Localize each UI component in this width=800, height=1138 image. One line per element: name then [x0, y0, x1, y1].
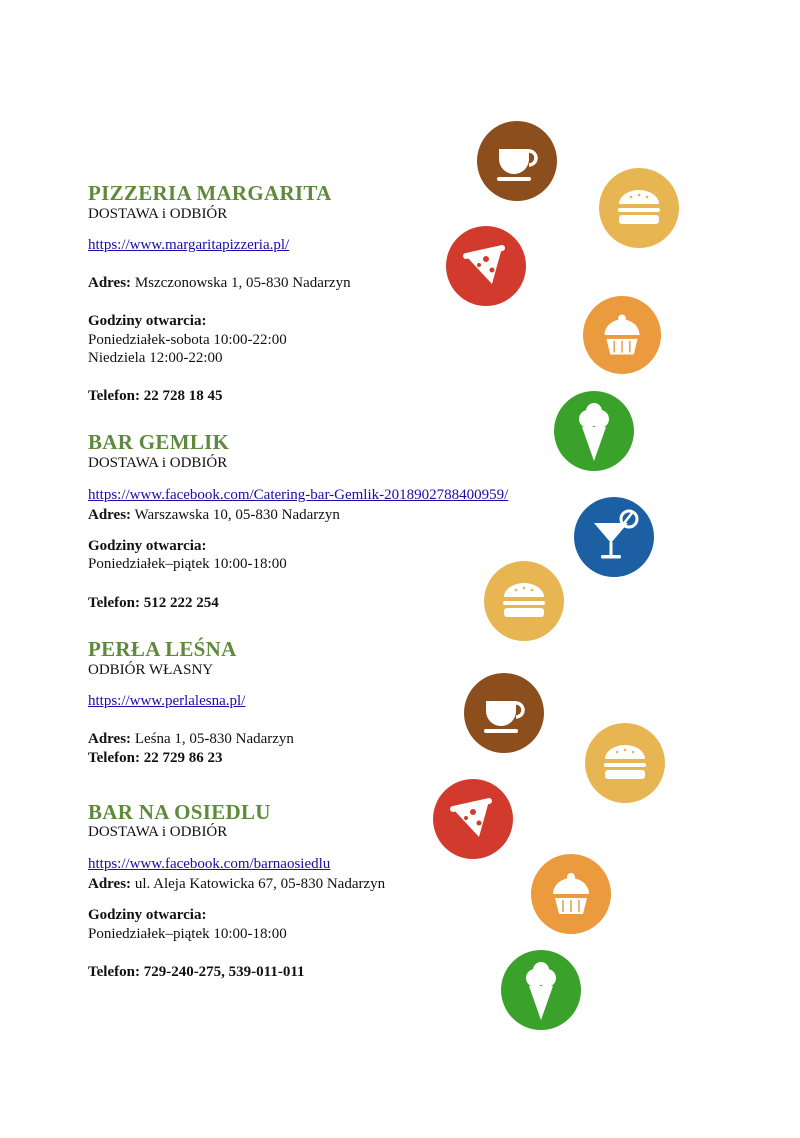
restaurant-4-phone: Telefon: 729-240-275, 539-011-011 — [88, 964, 305, 980]
restaurant-1-address — [88, 275, 351, 292]
burger-icon — [585, 723, 665, 803]
address-label: Adres: — [88, 731, 132, 747]
restaurant-4-service: DOSTAWA i ODBIÓR — [88, 824, 228, 840]
restaurant-2-name: BAR GEMLIK — [88, 430, 230, 454]
restaurant-1-hours-1: Poniedziałek-sobota 10:00-22:00 — [88, 332, 287, 348]
restaurant-1-service: DOSTAWA i ODBIÓR — [88, 206, 228, 222]
restaurant-2-phone: Telefon: 512 222 254 — [88, 595, 219, 611]
restaurant-1-phone: Telefon: 22 728 18 45 — [88, 388, 223, 404]
pizza-slice-icon — [446, 226, 526, 306]
restaurant-4-hours-1: Poniedziałek–piątek 10:00-18:00 — [88, 926, 287, 942]
restaurant-4-link[interactable]: https://www.facebook.com/barnaosiedlu — [88, 856, 331, 872]
cupcake-icon — [531, 854, 611, 934]
restaurant-1-hours-2: Niedziela 12:00-22:00 — [88, 350, 223, 366]
address-value: Leśna 1, 05-830 Nadarzyn — [134, 731, 294, 747]
restaurant-3-name: PERŁA LEŚNA — [88, 637, 237, 661]
restaurant-3-link[interactable]: https://www.perlalesna.pl/ — [88, 693, 246, 709]
restaurant-2-link[interactable]: https://www.facebook.com/Catering-bar-Gemlik-2018902788400959/ — [88, 487, 509, 503]
address-label: Adres: — [88, 507, 132, 523]
restaurant-4-name: BAR NA OSIEDLU — [88, 800, 271, 824]
cocktail-icon — [574, 497, 654, 577]
address-label: Adres: — [88, 275, 132, 291]
cupcake-icon — [583, 296, 661, 374]
restaurant-3-phone: Telefon: 22 729 86 23 — [88, 750, 223, 766]
address-value: ul. Aleja Katowicka 67, 05-830 Nadarzyn — [134, 876, 386, 892]
restaurant-1-link[interactable]: https://www.margaritapizzeria.pl/ — [88, 237, 290, 253]
restaurant-2-address — [88, 507, 340, 524]
address-value: Warszawska 10, 05-830 Nadarzyn — [134, 507, 340, 523]
burger-icon — [484, 561, 564, 641]
restaurant-3-address — [88, 731, 294, 748]
address-label: Adres: — [88, 876, 132, 892]
burger-icon — [599, 168, 679, 248]
coffee-cup-icon — [477, 121, 557, 201]
restaurant-2-hours-label: Godziny otwarcia: — [88, 538, 207, 554]
restaurant-4-address — [88, 876, 385, 893]
restaurant-4-hours-label: Godziny otwarcia: — [88, 907, 207, 923]
coffee-cup-icon — [464, 673, 544, 753]
restaurant-2-hours-1: Poniedziałek–piątek 10:00-18:00 — [88, 556, 287, 572]
restaurant-1-hours-label: Godziny otwarcia: — [88, 313, 207, 329]
ice-cream-icon — [501, 950, 581, 1030]
restaurant-2-service: DOSTAWA i ODBIÓR — [88, 455, 228, 471]
ice-cream-icon — [554, 391, 634, 471]
restaurant-1-name: PIZZERIA MARGARITA — [88, 181, 332, 205]
restaurant-3-service: ODBIÓR WŁASNY — [88, 662, 214, 678]
pizza-slice-icon — [433, 779, 513, 859]
address-value: Mszczonowska 1, 05-830 Nadarzyn — [134, 275, 351, 291]
